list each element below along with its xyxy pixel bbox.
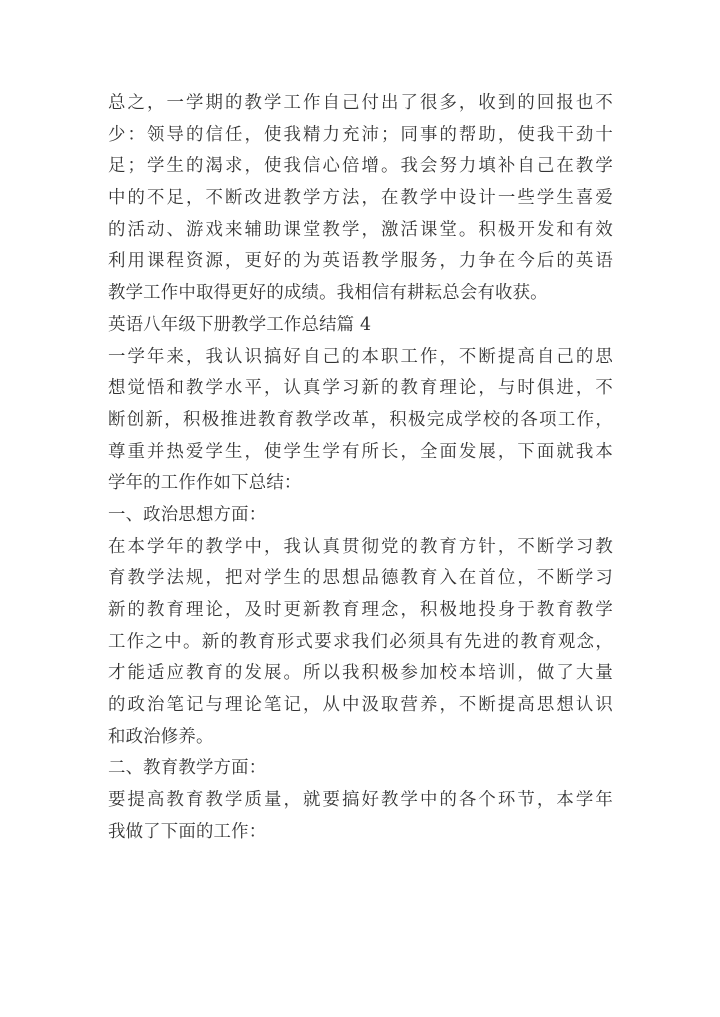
text-line-9: 一学年来，我认识搞好自己的本职工作，不断提高自己的思 [108, 346, 613, 367]
text-line-6: 利用课程资源，更好的为英语教学服务，力争在今后的英语 [108, 251, 613, 272]
text-line-13: 学年的工作作如下总结： [108, 473, 302, 494]
heading-political-thought: 一、政治思想方面： [108, 504, 267, 525]
text-line-15: 在本学年的教学中，我认真贯彻党的教育方针，不断学习教 [108, 536, 613, 557]
heading-education-teaching: 二、教育教学方面： [108, 758, 267, 779]
text-line-2: 少：领导的信任，使我精力充沛；同事的帮助，使我干劲十 [108, 124, 613, 145]
text-line-3: 足；学生的渴求，使我信心倍增。我会努力填补自己在教学 [108, 156, 613, 177]
text-line-5: 的活动、游戏来辅助课堂教学，激活课堂。积极开发和有效 [108, 219, 613, 240]
text-line-16: 育教学法规，把对学生的思想品德教育入在首位，不断学习 [108, 568, 613, 589]
text-line-10: 想觉悟和教学水平，认真学习新的教育理论，与时俱进，不 [108, 378, 613, 399]
text-line-19: 才能适应教育的发展。所以我积极参加校本培训，做了大量 [108, 663, 613, 684]
text-line-17: 新的教育理论，及时更新教育理念，积极地投身于教育教学 [108, 600, 613, 620]
text-line-23: 要提高教育教学质量，就要搞好教学中的各个环节，本学年 [108, 790, 613, 811]
text-line-20: 的政治笔记与理论笔记，从中汲取营养，不断提高思想认识 [108, 695, 613, 716]
text-line-21: 和政治修养。 [108, 726, 214, 747]
document-body [108, 88, 613, 849]
text-line-12: 尊重并热爱学生，使学生学有所长，全面发展，下面就我本 [108, 441, 613, 462]
text-line-4: 中的不足，不断改进教学方法，在教学中设计一些学生喜爱 [108, 188, 613, 209]
text-line-7: 教学工作中取得更好的成绩。我相信有耕耘总会有收获。 [108, 283, 548, 304]
text-line-11: 断创新，积极推进教育教学改革，积极完成学校的各项工作， [108, 409, 613, 430]
text-line-1: 总之，一学期的教学工作自己付出了很多，收到的回报也不 [108, 93, 613, 113]
text-line-24: 我做了下面的工作： [108, 821, 267, 842]
section-title: 英语八年级下册教学工作总结篇 4 [108, 314, 372, 335]
text-line-18: 工作之中。新的教育形式要求我们必须具有先进的教育观念， [108, 631, 613, 652]
